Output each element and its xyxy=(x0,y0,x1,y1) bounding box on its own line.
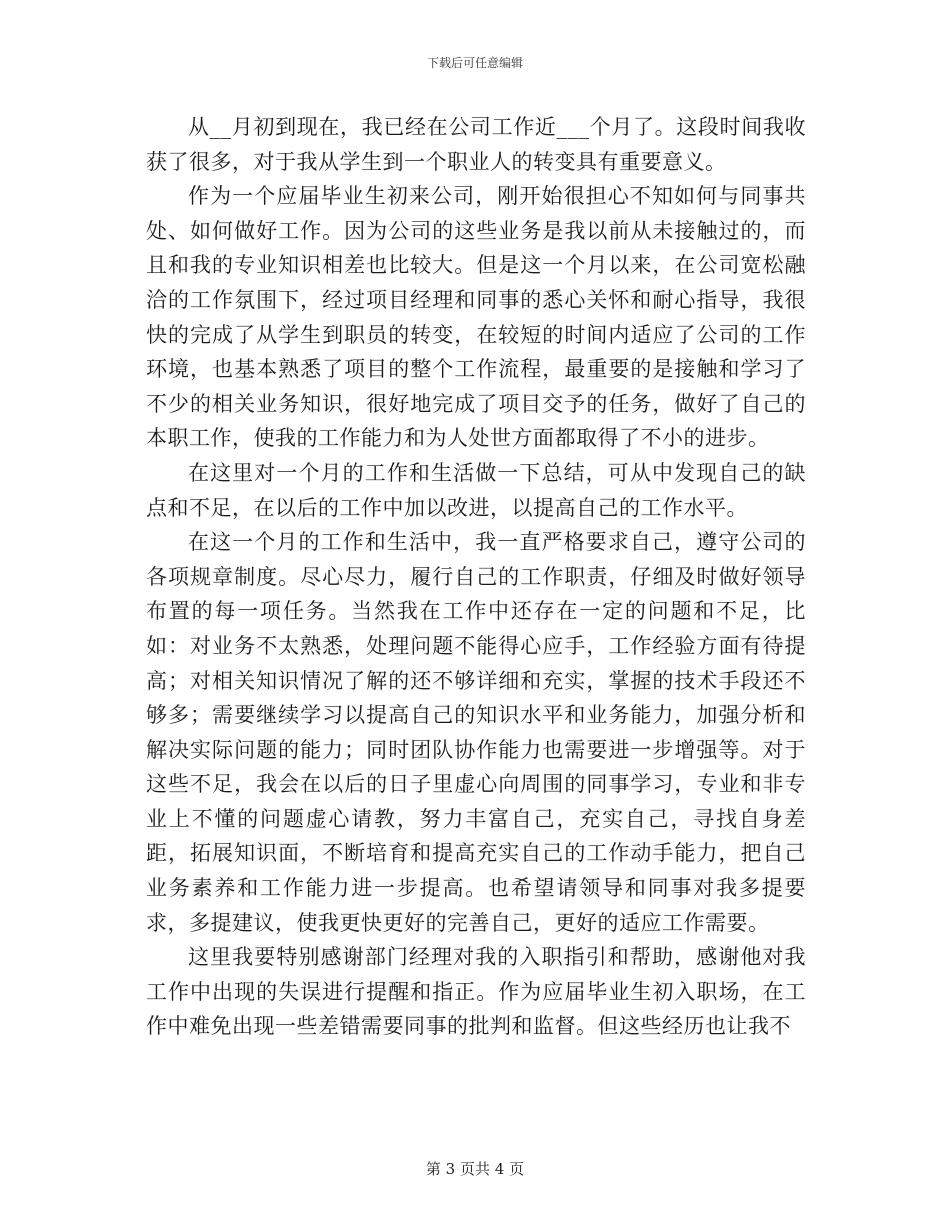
paragraph: 这里我要特别感谢部门经理对我的入职指引和帮助，感谢他对我工作中出现的失误进行提醒和指正。作为应届毕业生初入职场，在工作中难免出现一些差错需要同事的批判和监督。但这些经历也让我不 xyxy=(146,945,806,1039)
header-note: 下载后可任意编辑 xyxy=(426,56,523,70)
paragraph: 在这一个月的工作和生活中，我一直严格要求自己，遵守公司的各项规章制度。尽心尽力，履行自己的工作职责，仔细及时做好领导布置的每一项任务。当然我在工作中还存在一定的问题和不足，比如：对业务不太熟悉，处理问题不能得心应手，工作经验方面有待提高；对相关知识情况了解的还不够详细和充实，掌握的技术手段还不够多；需要继续学习以提高自己的知识水平和业务能力，加强分析和解决实际问题的能力；同时团队协作能力也需要进一步增强等。对于这些不足，我会在以后的日子里虚心向周围的同事学习，专业和非专业上不懂的问题虚心请教，努力丰富自己，充实自己，寻找自身差距，拓展知识面，不断培育和提高充实自己的工作动手能力，把自己业务素养和工作能力进一步提高。也希望请领导和同事对我多提要求，多提建议，使我更快更好的完善自己，更好的适应工作需要。 xyxy=(146,530,806,935)
paragraph: 在这里对一个月的工作和生活做一下总结，可从中发现自己的缺点和不足，在以后的工作中加以改进，以提高自己的工作水平。 xyxy=(146,460,806,520)
paragraph: 从__月初到现在，我已经在公司工作近___个月了。这段时间我收获了很多，对于我从学生到一个职业人的转变具有重要意义。 xyxy=(146,115,806,174)
page-number: 第 3 页共 4 页 xyxy=(425,1160,525,1178)
document-body xyxy=(146,110,806,1044)
paragraph: 作为一个应届毕业生初来公司，刚开始很担心不知如何与同事共处、如何做好工作。因为公司的这些业务是我以前从未接触过的，而且和我的专业知识相差也比较大。但是这一个月以来，在公司宽松融洽的工作氛围下，经过项目经理和同事的悉心关怀和耐心指导，我很快的完成了从学生到职员的转变，在较短的时间内适应了公司的工作环境，也基本熟悉了项目的整个工作流程，最重要的是接触和学习了不少的相关业务知识，很好地完成了项目交予的任务，做好了自己的本职工作，使我的工作能力和为人处世方面都取得了不小的进步。 xyxy=(146,184,806,451)
